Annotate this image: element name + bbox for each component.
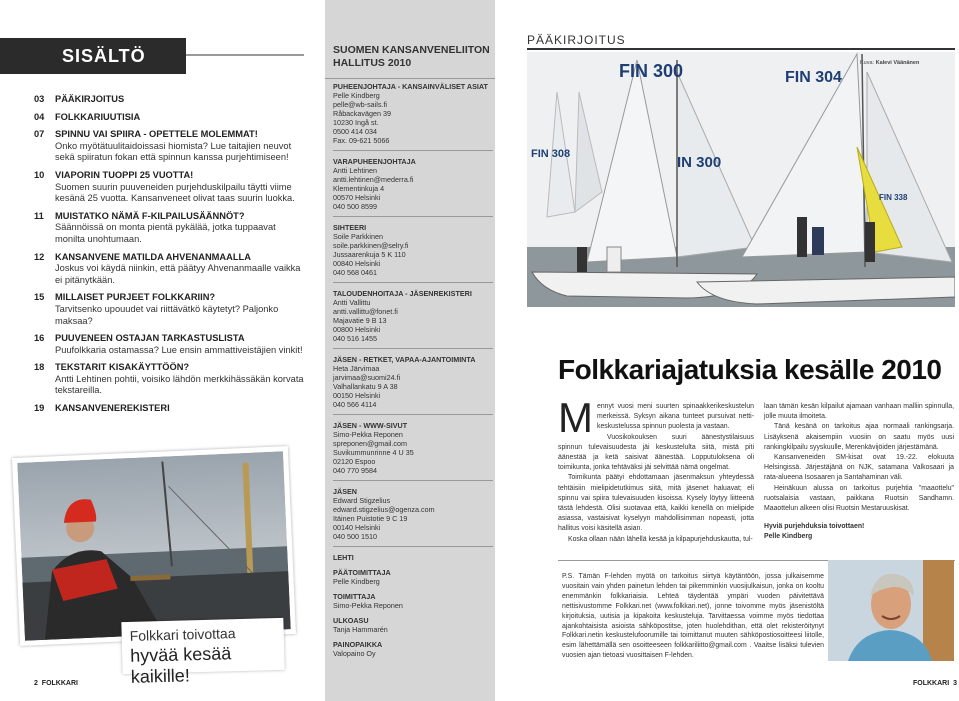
board-list [333, 82, 493, 658]
page-number-left: 2 [34, 680, 38, 687]
sail-number-2: FIN 304 [785, 69, 842, 86]
toc-header [0, 38, 186, 74]
toc-page-number: 12 [34, 251, 45, 262]
sailboats-photo [527, 52, 955, 307]
caption-line-1: Folkkari toivottaa [129, 625, 236, 644]
toc-description: Antti Lehtinen pohtii, voisiko lähdön merkkihässäkän korvata tekstareilla. [55, 373, 304, 396]
toc-entry-head [34, 403, 304, 415]
board-contact-line: Simo-Pekka Reponen [333, 430, 403, 439]
board-role: TOIMITTAJA [333, 592, 376, 601]
sail-number-4: FIN 338 [879, 193, 908, 202]
article-column-1 [558, 394, 754, 545]
board-contact-line: 00140 Helsinki [333, 523, 381, 532]
toc-title: SISÄLTÖ [62, 46, 146, 66]
board-contact-line: 00570 Helsinki [333, 193, 381, 202]
toc-heading: MILLAISET PURJEET FOLKKARIIN? [55, 292, 216, 303]
toc-entry-head [34, 211, 304, 223]
caption-line-2: hyvää kesää kaikille! [129, 643, 232, 687]
toc-entry [34, 292, 304, 327]
role-separator [333, 414, 493, 415]
board-contact-line: 00150 Helsinki [333, 391, 381, 400]
toc-entry-head [34, 292, 304, 304]
signature [764, 522, 954, 542]
toc-heading: KANSANVENE MATILDA AHVENANMAALLA [55, 251, 251, 262]
toc-heading: PÄÄKIRJOITUS [55, 94, 125, 104]
board-role: JÄSEN - WWW-SIVUT [333, 421, 408, 430]
board-contact-line: Valopaino Oy [333, 649, 376, 658]
board-contact-line: spreponen@gmail.com [333, 439, 408, 448]
board-role: PÄÄTOIMITTAJA [333, 568, 391, 577]
toc-page-number: 18 [34, 362, 45, 373]
toc-entry [34, 94, 304, 106]
board-contact-line: Pelle Kindberg [333, 577, 380, 586]
toc-page-number: 19 [34, 403, 45, 414]
board-contact-line: Antti Lehtinen [333, 166, 377, 175]
board-contact-line: jarvimaa@suomi24.fi [333, 373, 401, 382]
postscript: P.S. Tämän F-lehden myötä on tarkoitus siirtyä käytäntöön, jossa julkaisemme vuositain vain yhden painetun lehden tai pikemminkin vuosijulkaisun, jonka on kooltu enemmänkin folkkariaisia. Lehteä täydentää ympäri vuoden päivitettävä nettisivustomme Folkkari.net (www.folkkari.net), jonne toivomme myös jäsenistöltä kirjoituksia, uutisia ja kipakoita keskusteluja. Tarvittaessa voimme myös tiedottaa ajankohtaisista asioista sähköpostitse, joten huolehdithan, että olet rekisteröitynyt Folkkari.netin keskustelufoorumille tai toimittanut muuten sähköpostiosoitteesi liitolle, esim lähettämällä sen osoitteeseen folkkariliitto@gmail.com . Vaaitse lisäksi tulevien vuosien ajan tietoasi vuosittaisen F-lehden. [562, 573, 824, 660]
board-contact-line: Majavatie 9 B 13 [333, 316, 387, 325]
role-separator [333, 546, 493, 547]
sail-number-5: IN 300 [677, 154, 722, 171]
toc-entry-head [34, 333, 304, 345]
toc-entry-head [34, 362, 304, 374]
board-role: TALOUDENHOITAJA - JÄSENREKISTERI [333, 289, 472, 298]
board-role: JÄSEN - RETKET, VAPAA-AJANTOIMINTA [333, 355, 476, 364]
sail-number-1: FIN 300 [619, 61, 684, 81]
col2-para-1: laan tämän kesän kilpailut ajamaan vanhaan malliin spinnulla, jolle muuta ilmoiteta. [764, 403, 954, 421]
board-role: LEHTI [333, 553, 354, 562]
board-rule [325, 78, 495, 79]
toc-entry [34, 170, 304, 205]
role-separator [333, 348, 493, 349]
sailor-photo [12, 446, 296, 646]
toc-description: Tarvitsenko upouudet vai riittävätkö käytetyt? Paljonko maksaa? [55, 303, 279, 326]
role-separator [333, 480, 493, 481]
board-contact-line: 10230 Ingå st. [333, 118, 379, 127]
toc-entry-head [34, 170, 304, 182]
toc-heading: TEKSTARIT KISAKÄYTTÖÖN? [55, 362, 190, 373]
toc-entry-head [34, 129, 304, 141]
toc-entry [34, 362, 304, 397]
toc-heading: SPINNU VAI SPIIRA - OPETTELE MOLEMMAT! [55, 129, 258, 140]
board-contact-line: Itäinen Puistotie 9 C 19 [333, 514, 408, 523]
toc-page-number: 03 [34, 94, 45, 104]
toc-heading: VIAPORIN TUOPPI 25 VUOTTA! [55, 169, 194, 180]
board-role: ULKOASU [333, 616, 369, 625]
magazine-name-left: FOLKKARI [41, 680, 78, 687]
toc-entry [34, 333, 304, 356]
board-contact-line: 040 516 1455 [333, 334, 377, 343]
toc-entry [34, 403, 304, 415]
section-label: PÄÄKIRJOITUS [527, 33, 626, 47]
board-contact-line: pelle@wb-sails.fi [333, 100, 388, 109]
board-role: PUHEENJOHTAJA - KANSAINVÄLISET ASIAT [333, 82, 488, 91]
toc-entry [34, 211, 304, 246]
toc-description: Puufolkkaria ostamassa? Lue ensin ammattiveistäjien vinkit! [55, 344, 303, 355]
col2-para-2: Tänä kesänä on tarkoitus ajaa normaali rankingsarja. Lisäyksenä akaisempiin vuosiin on saatu myös uusi rankingkilpailu syyskuulle, Merenkävijöiden järjestämänä. [764, 423, 954, 451]
toc-heading: MUISTATKO NÄMÄ F-KILPAILUSÄÄNNÖT? [55, 210, 245, 221]
board-contact-line: 040 500 1510 [333, 532, 377, 541]
col1-para-2: Vuosikokouksen suuri äänestystilaisuus spinnun tulevaisuudesta jäi keskustelulta siitä, mistä piti äänestää ja ketä saisivat äänestää. Lopputuloksena oli toimikunta, jonka tehtäväksi jäi selvittää nämä ongelmat. [558, 433, 754, 472]
board-contact-line: Valhallankatu 9 A 38 [333, 382, 398, 391]
col1-para-1: ennyt vuosi meni suurten spinaakkerikeskustelun merkeissä. Syksyn aikana tunteet pursuivat netti-keskustelussa spinnun puolesta ja vastaan. [597, 403, 754, 431]
board-contact-line: Tanja Hammarén [333, 625, 388, 634]
col1-para-3: Toimikunta päätyi ehdottamaan jäsenmaksun yhteydessä tehtäisiin mielipidetutkimus siitä, mitä jäsenet haluavat; eli spinnu vai spiira tulevaisuuden kisoissa. Kysely löytyy liitteenä tästä lehdestä. Olisi suotavaa että, kaikki kenellä on mielipide asiassa, vastaisivat kyselyyn mahdollisimman nopeasti, jotta hallitus voisi käsitellä asian. [558, 474, 754, 533]
board-contact-line: Heta Järvimaa [333, 364, 380, 373]
col2-para-4: Heinäkuun alussa on tarkoitus purjehtia "maaottelu" ruotsalaisia vastaan, paikkana Ruotsin Sandhamn. Maaottelun alkeen olisi Ruotsin Mestaruuskisat. [764, 484, 954, 513]
board-contact-line: Suvikummunrinne 4 U 35 [333, 448, 414, 457]
board-contact-line: antti.lehtinen@mederra.fi [333, 175, 414, 184]
toc-description: Säännöissä on monta pientä pykälää, jotka tuppaavat monilta unohtumaan. [55, 222, 276, 244]
toc-description: Onko myötätuulitaidoissasi hiomista? Lue taitajien neuvot sekä spiiratun fokan että spinnun kanssa purjehtimiseen! [55, 140, 292, 163]
board-contact-line: antti.vallittu@fonet.fi [333, 307, 398, 316]
folio-left [34, 680, 78, 687]
sign-greeting: Hyviä purjehduksia toivottaen! [764, 523, 865, 531]
sailboats-image [527, 52, 955, 307]
board-contact-line: 040 568 0461 [333, 268, 377, 277]
board-contact-line: Råbackavägen 39 [333, 109, 391, 118]
drop-cap: M [558, 394, 593, 441]
page-number-right: 3 [953, 680, 957, 687]
role-separator [333, 216, 493, 217]
role-separator [333, 282, 493, 283]
article-column-2 [764, 402, 954, 543]
board-contact-line: Jussaarenkuja 5 K 110 [333, 250, 406, 259]
board-contact-line: Pelle Kindberg [333, 91, 380, 100]
sail-number-3: FIN 308 [531, 148, 571, 160]
toc-page-number: 07 [34, 129, 45, 140]
toc-description: Suomen suurin puuveneiden purjehduskilpailu täytti viime kesänä 25 vuotta. Kansanveneet olivat taas suurin luokka. [55, 181, 295, 204]
section-rule [527, 48, 955, 50]
board-contact-line: 040 500 8599 [333, 202, 377, 211]
col1-para-4: Koska ollaan nään lähellä kesää ja kilpapurjehduskautta, tul- [568, 535, 753, 543]
role-separator [333, 150, 493, 151]
author-portrait-image [828, 560, 954, 661]
toc-entry [34, 112, 304, 124]
toc-page-number: 15 [34, 292, 45, 303]
board-contact-line: 0500 414 034 [333, 127, 377, 136]
toc-page-number: 04 [34, 111, 45, 122]
table-of-contents [34, 94, 304, 421]
folio-right [913, 680, 957, 687]
board-contact-line: 040 770 9584 [333, 466, 377, 475]
toc-heading: KANSANVENEREKISTERI [55, 403, 170, 414]
author-portrait [828, 560, 954, 661]
sailor-photo-image [17, 451, 291, 640]
board-contact-line: edward.stigzelius@ogenza.com [333, 505, 435, 514]
toc-entry-head [34, 94, 304, 106]
board-contact-line: Fax. 09-621 5066 [333, 136, 390, 145]
toc-heading: PUUVENEEN OSTAJAN TARKASTUSLISTA [55, 333, 245, 344]
board-role: JÄSEN [333, 487, 357, 496]
magazine-name-right: FOLKKARI [913, 680, 950, 687]
board-contact-line: Edward Stigzelius [333, 496, 391, 505]
board-contact-line: 02120 Espoo [333, 457, 376, 466]
board-role: VARAPUHEENJOHTAJA [333, 157, 416, 166]
photo-credit [860, 60, 919, 66]
col2-para-3: Kansanveneiden SM-kisat ovat 19.-22. elokuuta Helsingissä. Järjestäjänä on NJK, satamana Valkosaari ja rata-alueena Isosaaren ja Santahaminan väli. [764, 454, 954, 482]
sign-name: Pelle Kindberg [764, 533, 813, 541]
board-contact-line: Klementinkuja 4 [333, 184, 385, 193]
toc-rule [186, 54, 304, 56]
board-role: PAINOPAIKKA [333, 640, 383, 649]
board-contact-line: Simo-Pekka Reponen [333, 601, 403, 610]
board-title: SUOMEN KANSANVENELIITON HALLITUS 2010 [333, 44, 490, 69]
toc-entry-head [34, 112, 304, 124]
board-contact-line: 00800 Helsinki [333, 325, 381, 334]
toc-description: Joskus voi käydä niinkin, että päätyy Ahvenanmaalle vaikka ei pitänytkään. [55, 263, 301, 285]
toc-heading: FOLKKARIUUTISIA [55, 111, 141, 122]
board-contact-line: 00840 Helsinki [333, 259, 381, 268]
toc-page-number: 16 [34, 333, 45, 344]
article-title: Folkkariajatuksia kesälle 2010 [558, 354, 942, 385]
toc-entry [34, 129, 304, 164]
board-contact-line: soile.parkkinen@selry.fi [333, 241, 409, 250]
caption-box [121, 618, 284, 687]
toc-page-number: 11 [34, 210, 44, 221]
board-contact-line: 040 566 4114 [333, 400, 377, 409]
photo-credit-label: Kuva: [860, 60, 875, 66]
board-contact-line: Antti Vallittu [333, 298, 371, 307]
toc-page-number: 10 [34, 169, 45, 180]
toc-entry [34, 252, 304, 287]
board-role: SIHTEERI [333, 223, 367, 232]
photo-credit-name: Kalevi Väänänen [875, 60, 920, 66]
toc-entry-head [34, 252, 304, 264]
board-contact-line: Soile Parkkinen [333, 232, 383, 241]
